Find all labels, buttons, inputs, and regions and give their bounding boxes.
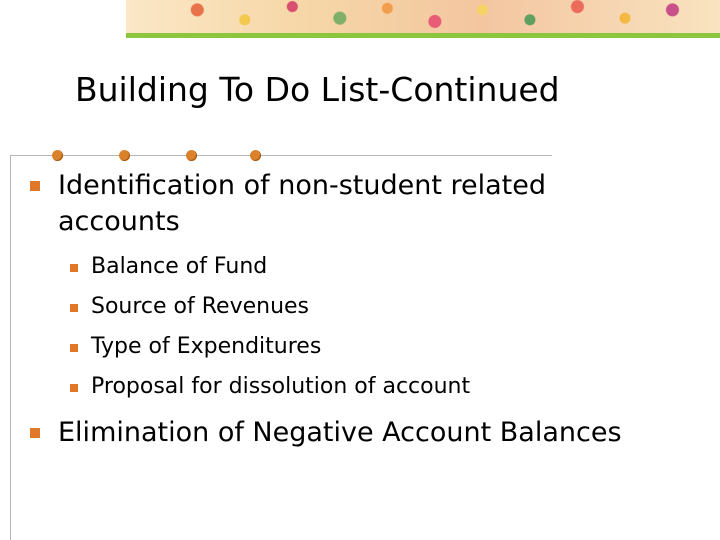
sub-bullet-text: Source of Revenues (91, 294, 310, 319)
title-divider (10, 155, 552, 156)
divider-dot-icon (52, 150, 63, 161)
bullet-text-continued: accounts (58, 206, 180, 237)
divider-dot-icon (186, 150, 197, 161)
square-bullet-icon (30, 428, 40, 438)
square-bullet-icon (70, 304, 78, 312)
square-bullet-icon (70, 344, 78, 352)
bullet-text: Elimination of Negative Account Balances (58, 417, 622, 448)
bullet-text: Identification of non-student related (58, 170, 547, 201)
sub-bullet-text: Balance of Fund (91, 254, 268, 279)
banner-underline (126, 33, 720, 38)
sub-bullet-text: Type of Expenditures (91, 334, 322, 359)
square-bullet-icon (30, 181, 40, 191)
divider-dot-icon (250, 150, 261, 161)
left-divider (10, 155, 11, 540)
floral-banner-image (126, 0, 720, 33)
square-bullet-icon (70, 384, 78, 392)
sub-bullet-text: Proposal for dissolution of account (91, 374, 471, 399)
slide-title: Building To Do List-Continued (75, 70, 560, 109)
square-bullet-icon (70, 264, 78, 272)
divider-dot-icon (119, 150, 130, 161)
